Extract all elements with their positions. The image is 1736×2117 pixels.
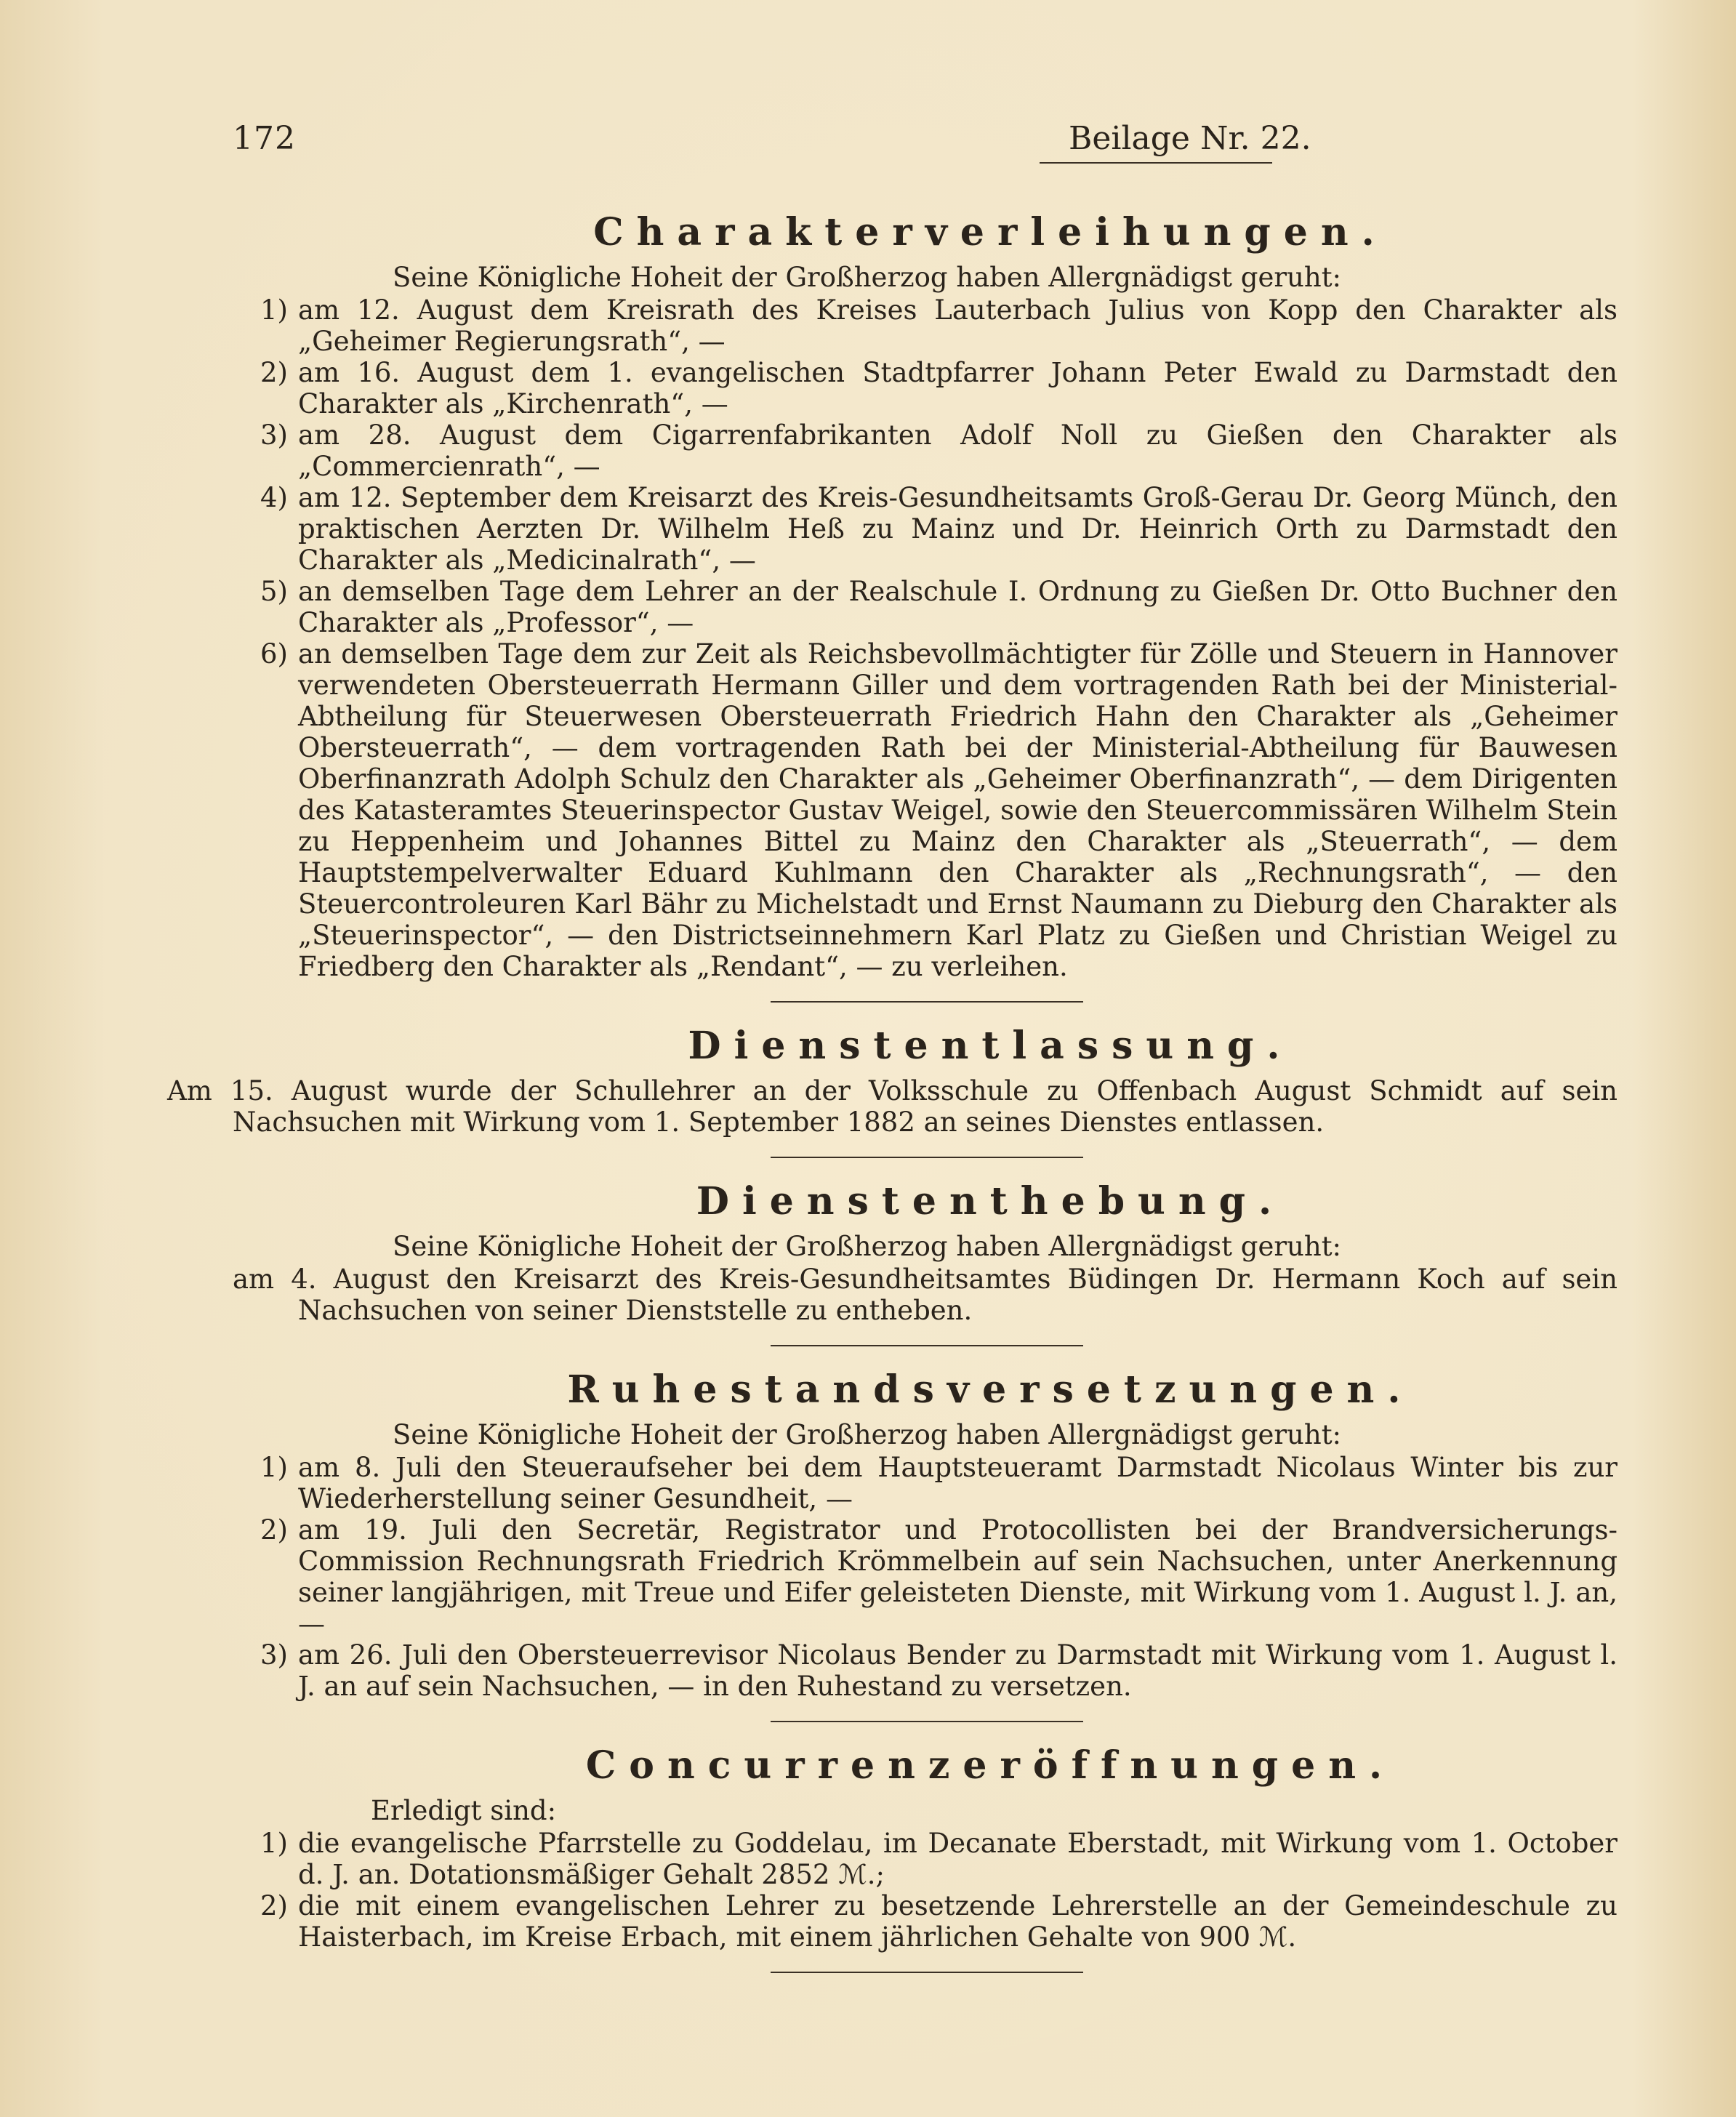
section-divider — [771, 1972, 1083, 1973]
item-text: am 12. August dem Kreisrath des Kreises Lauterbach Julius von Kopp den Charakter als „Geheimer Regierungsrath“, — — [298, 294, 1618, 357]
item-number: 6) — [260, 638, 288, 670]
list-item — [233, 482, 1618, 576]
item-text: die evangelische Pfarrstelle zu Goddelau, im Decanate Eberstadt, mit Wirkung vom 1. October d. J. an. Dotationsmäßiger Gehalt 2852 ℳ.; — [298, 1828, 1618, 1890]
item-text: an demselben Tage dem Lehrer an der Realschule I. Ordnung zu Gießen Dr. Otto Buchner den Charakter als „Professor“, — — [298, 576, 1618, 638]
item-text: am 19. Juli den Secretär, Registrator und Protocollisten bei der Brandversicherungs-Commission Rechnungsrath Friedrich Krömmelbein auf sein Nachsuchen, unter Anerkennung seiner langjährigen, mit Treue und Eifer geleisteten Dienste, mit Wirkung vom 1. August l. J. an, — — [298, 1514, 1618, 1639]
section-heading: Charakterverleihungen. — [593, 210, 1388, 254]
page-header — [233, 120, 1541, 171]
list-item — [233, 638, 1618, 982]
item-number: 2) — [260, 1514, 288, 1546]
list-item — [233, 357, 1618, 419]
list-item — [233, 419, 1618, 482]
section-heading: Ruhestandsversetzungen. — [567, 1367, 1414, 1412]
section-divider — [771, 1001, 1083, 1003]
list-item — [233, 1828, 1618, 1890]
item-number: 1) — [260, 1828, 288, 1859]
list-item — [233, 1890, 1618, 1953]
list-item — [233, 1452, 1618, 1514]
section-intro: Erledigt sind: — [371, 1795, 557, 1826]
item-text: am 12. September dem Kreisarzt des Kreis-Gesundheitsamts Groß-Gerau Dr. Georg Münch, den praktischen Aerzten Dr. Wilhelm Heß zu Mainz und Dr. Heinrich Orth zu Darmstadt den Charakter als „Medicinalrath“, — — [298, 482, 1618, 576]
item-number: 2) — [260, 1890, 288, 1921]
item-text: an demselben Tage dem zur Zeit als Reichsbevollmächtigter für Zölle und Steuern in Hannover verwendeten Obersteuerrath Hermann Giller und dem vortragenden Rath bei der Ministerial-Abtheilung für Steuerwesen Obersteuerrath Friedrich Hahn den Charakter als „Geheimer Obersteuerrath“, — dem vortragenden Rath bei der Ministerial-Abtheilung für Bauwesen Oberfinanzrath Adolph Schulz den Charakter als „Geheimer Oberfinanzrath“, — dem Dirigenten des Katasteramtes Steuerinspector Gustav Weigel, sowie den Steuercommissären Wilhelm Stein zu Heppenheim und Johannes Bittel zu Mainz den Charakter als „Steuerrath“, — dem Hauptstempelverwalter Eduard Kuhlmann den Charakter als „Rechnungsrath“, — den Steuercontroleuren Karl Bähr zu Michelstadt und Ernst Naumann zu Dieburg den Charakter als „Steuerinspector“, — den Districtseinnehmern Karl Platz zu Gießen und Christian Weigel zu Friedberg den Charakter als „Rendant“, — zu verleihen. — [298, 638, 1618, 982]
item-number: 1) — [260, 294, 288, 326]
item-text: am 16. August dem 1. evangelischen Stadtpfarrer Johann Peter Ewald zu Darmstadt den Charakter als „Kirchenrath“, — — [298, 357, 1618, 419]
section-paragraph: Am 15. August wurde der Schullehrer an der Volksschule zu Offenbach August Schmidt auf sein Nachsuchen mit Wirkung vom 1. September 1882 an seines Dienstes entlassen. — [167, 1075, 1618, 1138]
item-text: am 26. Juli den Obersteuerrevisor Nicolaus Bender zu Darmstadt mit Wirkung vom 1. August l. J. an auf sein Nachsuchen, — in den Ruhestand zu versetzen. — [298, 1639, 1618, 1702]
item-number: 4) — [260, 482, 288, 513]
section-divider — [771, 1721, 1083, 1722]
section-concurrenzeroeffnungen — [233, 1744, 1618, 1953]
item-number: 2) — [260, 357, 288, 388]
section-dienstenthebung — [233, 1180, 1618, 1326]
list-item — [233, 576, 1618, 638]
item-number: 3) — [260, 419, 288, 451]
section-ruhestandsversetzungen — [233, 1368, 1618, 1702]
list-item — [233, 1514, 1618, 1639]
running-title: Beilage Nr. 22. — [1069, 120, 1311, 157]
item-text: am 28. August dem Cigarrenfabrikanten Adolf Noll zu Gießen den Charakter als „Commercienrath“, — — [298, 419, 1618, 482]
document-body — [167, 210, 1618, 1995]
section-charakterverleihungen — [233, 211, 1618, 982]
item-number: 5) — [260, 576, 288, 607]
section-paragraph: am 4. August den Kreisarzt des Kreis-Gesundheitsamtes Büdingen Dr. Hermann Koch auf sein Nachsuchen von seiner Dienststelle zu entheben. — [233, 1264, 1618, 1326]
section-divider — [771, 1157, 1083, 1158]
page-number: 172 — [233, 120, 296, 157]
section-heading: Dienstentlassung. — [688, 1024, 1293, 1068]
section-heading: Dienstenthebung. — [696, 1179, 1285, 1224]
section-dienstentlassung — [167, 1024, 1618, 1138]
section-heading: Concurrenzeröffnungen. — [585, 1743, 1396, 1788]
header-rule — [1040, 162, 1272, 164]
item-text: am 8. Juli den Steueraufseher bei dem Hauptsteueramt Darmstadt Nicolaus Winter bis zur Wiederherstellung seiner Gesundheit, — — [298, 1452, 1618, 1514]
section-divider — [771, 1345, 1083, 1346]
item-number: 1) — [260, 1452, 288, 1483]
section-intro: Seine Königliche Hoheit der Großherzog haben Allergnädigst geruht: — [393, 1419, 1342, 1450]
list-item — [233, 1639, 1618, 1702]
item-number: 3) — [260, 1639, 288, 1671]
list-item — [233, 294, 1618, 357]
item-text: die mit einem evangelischen Lehrer zu besetzende Lehrerstelle an der Gemeindeschule zu Haisterbach, im Kreise Erbach, mit einem jährlichen Gehalte von 900 ℳ. — [298, 1890, 1618, 1953]
section-intro: Seine Königliche Hoheit der Großherzog haben Allergnädigst geruht: — [393, 1231, 1342, 1262]
section-intro: Seine Königliche Hoheit der Großherzog haben Allergnädigst geruht: — [393, 262, 1342, 293]
